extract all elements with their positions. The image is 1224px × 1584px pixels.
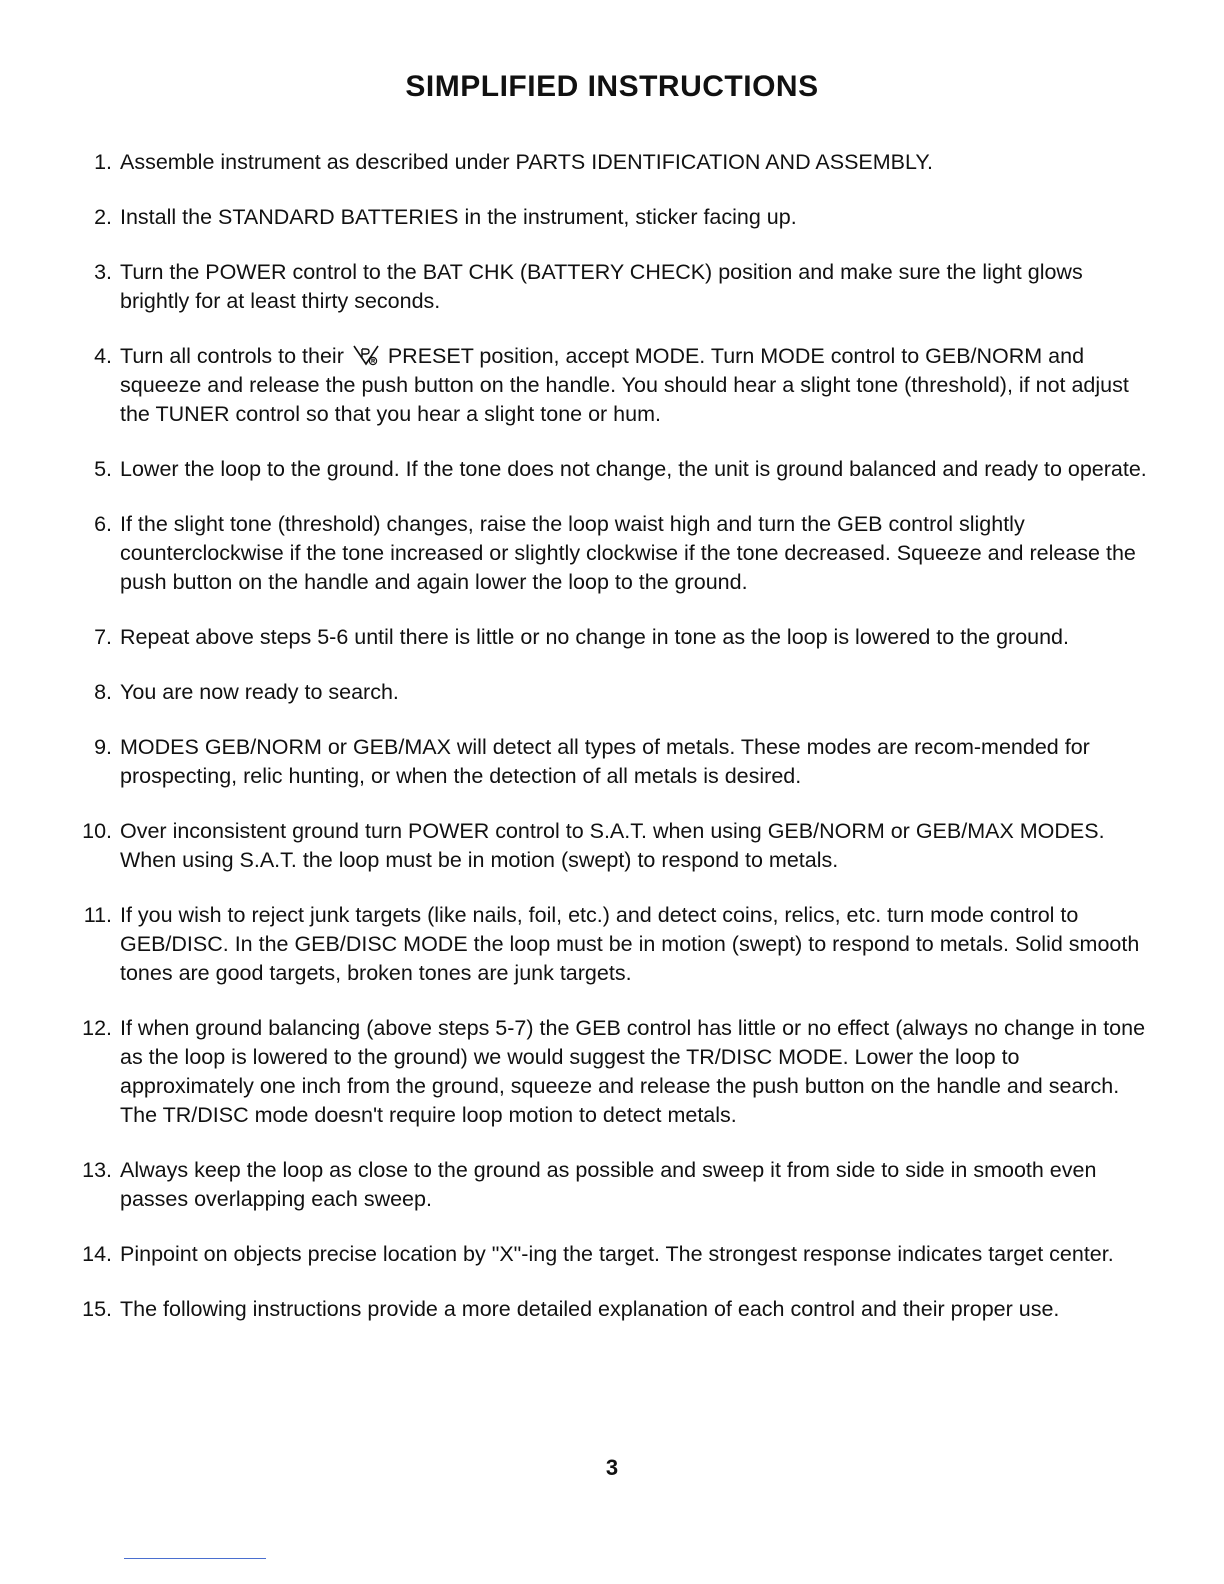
step-number: 7. bbox=[94, 625, 112, 649]
list-item bbox=[70, 623, 1150, 652]
page-title: SIMPLIFIED INSTRUCTIONS bbox=[405, 70, 819, 103]
step-number: 5. bbox=[94, 457, 112, 481]
step-text: Pinpoint on objects precise location by "X"-ing the target. The strongest response indicates target center. bbox=[120, 1242, 1114, 1266]
list-item bbox=[70, 1295, 1150, 1324]
step-text: If when ground balancing (above steps 5-7) the GEB control has little or no effect (always no change in tone as the loop is lowered to the ground) we would suggest the TR/DISC MODE. Lower the loop to approximately one inch from the ground, squeeze and release the push button on the handle and search. The TR/DISC mode doesn't require loop motion to detect metals. bbox=[120, 1016, 1146, 1127]
step-text-before-icon: Turn all controls to their bbox=[120, 344, 344, 368]
list-item bbox=[70, 901, 1150, 988]
step-text: Over inconsistent ground turn POWER control to S.A.T. when using GEB/NORM or GEB/MAX MODES. When using S.A.T. the loop must be in motion (swept) to respond to metals. bbox=[120, 819, 1105, 872]
step-text: Install the STANDARD BATTERIES in the instrument, sticker facing up. bbox=[120, 205, 797, 229]
step-text: MODES GEB/NORM or GEB/MAX will detect all types of metals. These modes are recom-mended for prospecting, relic hunting, or when the detection of all metals is desired. bbox=[120, 735, 1090, 788]
step-number: 12. bbox=[82, 1016, 112, 1040]
step-number: 4. bbox=[94, 344, 112, 368]
step-number: 13. bbox=[82, 1158, 112, 1182]
step-text: If you wish to reject junk targets (like nails, foil, etc.) and detect coins, relics, etc. turn mode control to GEB/DISC. In the GEB/DISC MODE the loop must be in motion (swept) to respond to metals. Solid smooth tones are good targets, broken tones are junk targets. bbox=[120, 903, 1140, 985]
step-number: 15. bbox=[82, 1297, 112, 1321]
step-number: 2. bbox=[94, 205, 112, 229]
step-text bbox=[112, 342, 1150, 429]
list-item bbox=[70, 203, 1150, 232]
page-number: 3 bbox=[605, 1455, 619, 1480]
step-text: You are now ready to search. bbox=[120, 680, 399, 704]
list-item bbox=[70, 342, 1150, 429]
step-text: Lower the loop to the ground. If the tone does not change, the unit is ground balanced and ready to operate. bbox=[120, 457, 1147, 481]
list-item bbox=[70, 733, 1150, 791]
list-item bbox=[70, 258, 1150, 316]
step-text: Always keep the loop as close to the ground as possible and sweep it from side to side in smooth even passes overlapping each sweep. bbox=[120, 1158, 1097, 1211]
step-number: 3. bbox=[94, 260, 112, 284]
instruction-list bbox=[70, 148, 1150, 1350]
step-number: 1. bbox=[94, 150, 112, 174]
list-item bbox=[70, 1014, 1150, 1130]
step-number: 11. bbox=[83, 903, 112, 927]
step-number: 14. bbox=[82, 1242, 112, 1266]
preset-symbol-icon bbox=[352, 343, 380, 367]
footer-divider bbox=[124, 1558, 266, 1559]
step-text: Repeat above steps 5-6 until there is little or no change in tone as the loop is lowered to the ground. bbox=[120, 625, 1069, 649]
step-number: 10. bbox=[82, 819, 112, 843]
step-text: If the slight tone (threshold) changes, raise the loop waist high and turn the GEB control slightly counterclockwise if the tone increased or slightly clockwise if the tone decreased. Squeeze and release the push button on the handle and again lower the loop to the ground. bbox=[120, 512, 1136, 594]
list-item bbox=[70, 148, 1150, 177]
list-item bbox=[70, 678, 1150, 707]
step-number: 6. bbox=[94, 512, 112, 536]
step-text: Assemble instrument as described under PARTS IDENTIFICATION AND ASSEMBLY. bbox=[120, 150, 933, 174]
list-item bbox=[70, 1156, 1150, 1214]
list-item bbox=[70, 510, 1150, 597]
step-text: Turn the POWER control to the BAT CHK (BATTERY CHECK) position and make sure the light glows brightly for at least thirty seconds. bbox=[120, 260, 1083, 313]
step-number: 8. bbox=[94, 680, 112, 704]
list-item bbox=[70, 455, 1150, 484]
step-text: The following instructions provide a more detailed explanation of each control and their proper use. bbox=[120, 1297, 1060, 1321]
step-number: 9. bbox=[94, 735, 112, 759]
list-item bbox=[70, 1240, 1150, 1269]
list-item bbox=[70, 817, 1150, 875]
step-text-after-icon: PRESET position, accept MODE. Turn MODE control to GEB/NORM and squeeze and release the push button on the handle. You should hear a slight tone (threshold), if not adjust the TUNER control so that you hear a slight tone or hum. bbox=[120, 344, 1129, 426]
